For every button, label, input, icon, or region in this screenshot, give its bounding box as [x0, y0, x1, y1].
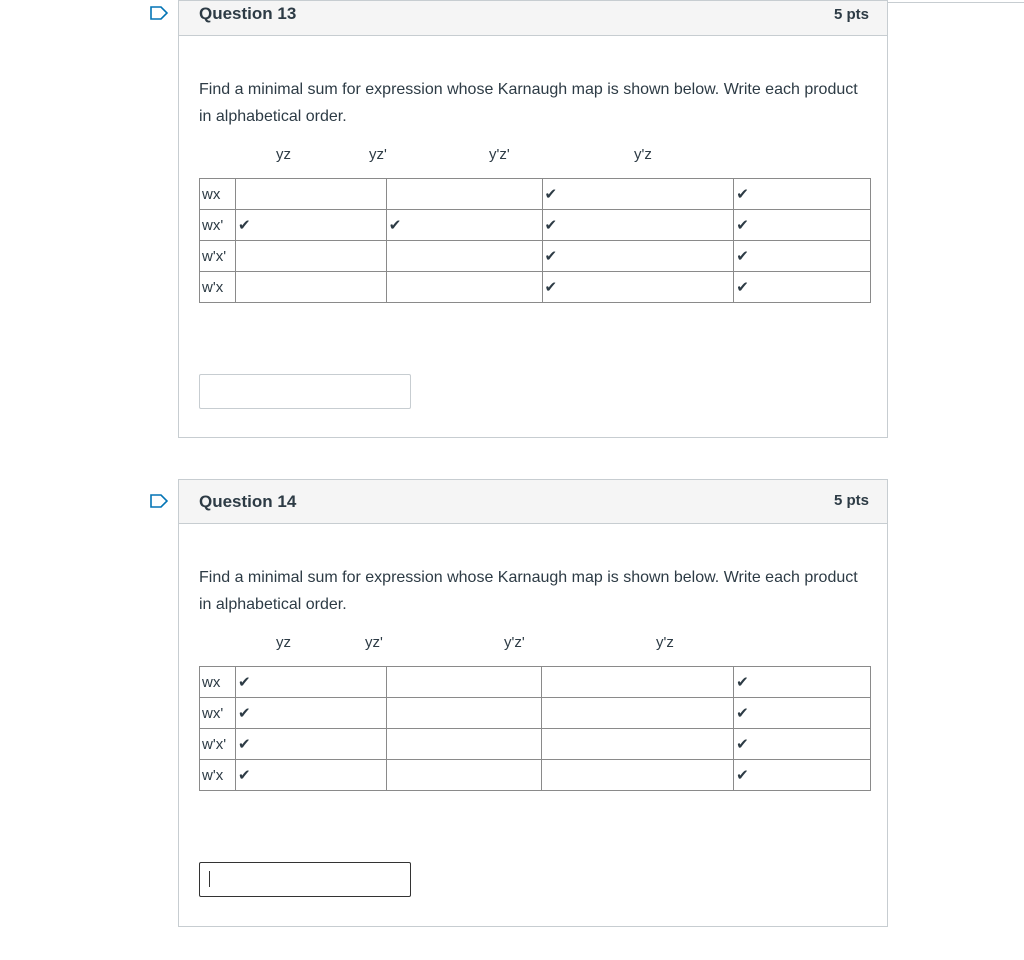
map-cell: ✔	[734, 698, 871, 729]
flag-question-icon[interactable]	[150, 6, 168, 20]
column-header-yz-prime: yz'	[369, 146, 387, 163]
row-label: wx'	[200, 210, 236, 241]
map-cell: ✔	[235, 760, 386, 791]
table-row	[200, 241, 871, 272]
answer-input[interactable]	[199, 862, 411, 897]
map-cell	[386, 179, 542, 210]
map-cell	[235, 179, 386, 210]
row-label: wx'	[200, 698, 236, 729]
column-header-yz: yz	[276, 634, 291, 651]
table-row	[200, 272, 871, 303]
map-cell: ✔	[734, 667, 871, 698]
map-cell: ✔	[235, 210, 386, 241]
question-prompt: Find a minimal sum for expression whose Karnaugh map is shown below. Write each product in alphabetical order.	[199, 569, 858, 613]
map-cell	[542, 760, 734, 791]
column-header-y-prime-z-prime: y'z'	[504, 634, 525, 651]
karnaugh-map-table	[199, 178, 871, 303]
table-row	[200, 760, 871, 791]
map-cell	[235, 241, 386, 272]
map-cell: ✔	[542, 272, 734, 303]
column-header-y-prime-z-prime: y'z'	[489, 146, 510, 163]
column-header-y-prime-z: y'z	[634, 146, 652, 163]
column-header-yz-prime: yz'	[365, 634, 383, 651]
column-header-yz: yz	[276, 146, 291, 163]
map-cell: ✔	[734, 272, 871, 303]
table-row	[200, 667, 871, 698]
question-title: Question 13	[199, 4, 297, 23]
question-14	[178, 479, 888, 927]
map-cell: ✔	[386, 210, 542, 241]
map-cell	[386, 241, 542, 272]
row-label: w'x	[200, 272, 236, 303]
map-cell	[386, 760, 542, 791]
table-row	[200, 698, 871, 729]
column-header-y-prime-z: y'z	[656, 634, 674, 651]
row-label: wx	[200, 179, 236, 210]
table-row	[200, 179, 871, 210]
map-cell	[542, 667, 734, 698]
flag-question-icon[interactable]	[150, 494, 168, 508]
map-cell	[386, 698, 542, 729]
question-title: Question 14	[199, 492, 297, 511]
row-label: w'x'	[200, 729, 236, 760]
table-row	[200, 210, 871, 241]
question-13	[178, 0, 888, 438]
row-label: wx	[200, 667, 236, 698]
map-cell: ✔	[542, 210, 734, 241]
answer-input-wrapper	[199, 862, 411, 897]
map-cell: ✔	[734, 760, 871, 791]
map-cell: ✔	[235, 667, 386, 698]
map-cell	[542, 698, 734, 729]
row-label: w'x'	[200, 241, 236, 272]
answer-input[interactable]	[199, 374, 411, 409]
karnaugh-map-table	[199, 666, 871, 791]
question-prompt: Find a minimal sum for expression whose Karnaugh map is shown below. Write each product in alphabetical order.	[199, 81, 858, 125]
map-cell	[386, 729, 542, 760]
question-header	[179, 1, 887, 36]
row-label: w'x	[200, 760, 236, 791]
map-cell: ✔	[235, 729, 386, 760]
map-cell	[235, 272, 386, 303]
map-cell: ✔	[542, 179, 734, 210]
question-points: 5 pts	[833, 492, 869, 509]
map-cell: ✔	[734, 729, 871, 760]
text-caret	[209, 871, 210, 887]
map-cell: ✔	[734, 241, 871, 272]
map-cell: ✔	[734, 179, 871, 210]
question-points: 5 pts	[833, 6, 869, 23]
map-cell: ✔	[734, 210, 871, 241]
map-cell	[386, 272, 542, 303]
table-row	[200, 729, 871, 760]
map-cell	[542, 729, 734, 760]
map-cell: ✔	[235, 698, 386, 729]
map-cell	[386, 667, 542, 698]
map-cell: ✔	[542, 241, 734, 272]
question-header	[179, 480, 887, 524]
